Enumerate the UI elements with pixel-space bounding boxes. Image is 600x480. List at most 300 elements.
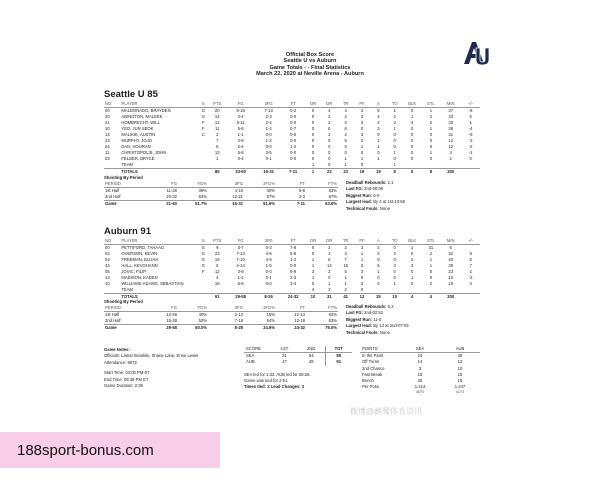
player-cell: 0 bbox=[360, 150, 364, 155]
player-cell: 5 bbox=[377, 263, 380, 268]
player-cell: 0 bbox=[393, 269, 396, 274]
player-cell: 0 bbox=[469, 156, 472, 161]
period-cell: 52% bbox=[198, 318, 207, 323]
lead-info-line: Times tied: 2 Lead Changes: 2 bbox=[244, 384, 305, 390]
player-cell: -2 bbox=[468, 275, 473, 280]
totals-cell: 7-11 bbox=[281, 169, 304, 176]
attendance: Attendance: 9672 bbox=[104, 359, 137, 365]
totals-cell: 29-58 bbox=[225, 294, 255, 301]
points-cell: 24 bbox=[417, 353, 423, 359]
player-cell: MURPHY, JOJO bbox=[121, 138, 152, 143]
points-row bbox=[360, 366, 480, 372]
player-cell: 1 bbox=[344, 162, 347, 167]
player-cell: 3 bbox=[360, 245, 364, 250]
player-cell: 2 bbox=[328, 120, 331, 125]
player-cell: 5 bbox=[216, 144, 219, 149]
period-cell: 92% bbox=[328, 312, 337, 317]
away-period-table bbox=[104, 181, 338, 207]
player-cell: 13 bbox=[105, 275, 110, 280]
game-cell: 63.6% bbox=[306, 201, 338, 208]
player-cell: 3-5 bbox=[265, 150, 272, 155]
player-cell: 1-2 bbox=[290, 144, 297, 149]
column-header: MIN bbox=[440, 101, 461, 108]
score-row bbox=[244, 353, 352, 360]
game-cell: 75.0% bbox=[306, 325, 338, 332]
player-cell: 0 bbox=[311, 251, 315, 256]
player-cell: 4 bbox=[377, 114, 380, 119]
game-notes-label: Game Notes: bbox=[104, 347, 130, 352]
home-period-title: Shooting By Period bbox=[104, 299, 143, 304]
player-cell: 6-8 bbox=[237, 281, 244, 286]
player-cell: 2 bbox=[469, 269, 472, 274]
period-cell: 20-32 bbox=[166, 194, 177, 199]
player-cell: 4 bbox=[469, 281, 472, 286]
note-value: 5,3 bbox=[386, 304, 394, 309]
player-cell: TEAM bbox=[121, 287, 133, 292]
player-cell: 21 bbox=[105, 120, 110, 125]
points-cell: Per Poss bbox=[362, 384, 379, 390]
totals-cell: 200 bbox=[440, 169, 461, 176]
note-value: None bbox=[378, 205, 390, 211]
points-cell: 2nd Chance bbox=[362, 365, 385, 371]
player-cell: 04 bbox=[105, 257, 110, 262]
player-cell: 2 bbox=[328, 132, 331, 137]
points-cell: 3 bbox=[418, 365, 422, 371]
column-header: STL bbox=[422, 101, 441, 108]
player-cell: 6 bbox=[328, 126, 331, 131]
player-cell: 4 bbox=[216, 275, 219, 280]
away-period-title: Shooting By Period bbox=[104, 175, 143, 180]
column-header: FG bbox=[225, 101, 255, 108]
officials: Officials: Lamar Branklin, Shane Lane, Ernie Lewis bbox=[104, 353, 199, 359]
player-cell: 1 bbox=[311, 275, 315, 280]
player-cell: 0 bbox=[411, 144, 414, 149]
matchup: Seattle U vs Auburn bbox=[283, 58, 337, 65]
totals-cell: 10 bbox=[305, 294, 321, 301]
column-header: PLAYER bbox=[120, 101, 197, 108]
note-label: Biggest Run: bbox=[346, 192, 373, 198]
note-label: Deadball Rebounds: bbox=[346, 180, 387, 185]
player-cell: WILLIAMS-ADAMS, SEBASTIAN bbox=[121, 281, 184, 286]
player-cell: 4 bbox=[311, 287, 315, 292]
player-cell: 0-7 bbox=[290, 126, 297, 131]
home-box-score-table bbox=[104, 238, 480, 300]
player-cell: 40 bbox=[448, 257, 454, 262]
player-cell: 5-8 bbox=[237, 126, 244, 131]
totals-cell: 200 bbox=[440, 294, 461, 301]
player-cell: 1 bbox=[311, 257, 315, 262]
player-cell: 1 bbox=[429, 150, 433, 155]
player-cell: 0-0 bbox=[290, 120, 297, 125]
player-cell: 0 bbox=[311, 108, 315, 113]
column-header: S bbox=[197, 101, 209, 108]
player-cell: 3-4 bbox=[290, 281, 297, 286]
player-cell: 6 bbox=[344, 126, 347, 131]
banner-text[interactable]: 188sport-bonus.com bbox=[17, 442, 154, 459]
player-cell: 0-4 bbox=[237, 156, 244, 161]
player-cell: 2 bbox=[377, 245, 380, 250]
column-header: STL bbox=[422, 238, 441, 245]
column-header: PTS bbox=[209, 238, 225, 245]
player-cell: 3 bbox=[377, 126, 380, 131]
period-cell: 15-28 bbox=[166, 318, 177, 323]
player-cell: 19 bbox=[214, 257, 220, 262]
lead-info-line: Game was tied for 2:51. bbox=[244, 378, 289, 384]
note-line bbox=[346, 206, 405, 212]
player-cell: 0-0 bbox=[290, 132, 297, 137]
player-cell: 3 bbox=[360, 269, 364, 274]
period-cell: 14-28 bbox=[166, 312, 177, 317]
player-cell: 4 bbox=[449, 150, 452, 155]
score-cell: 85 bbox=[325, 353, 352, 360]
period-cell: 57% bbox=[266, 194, 275, 199]
player-cell: YEO, JUN SEOK bbox=[121, 126, 154, 131]
player-cell: 2 bbox=[328, 245, 331, 250]
totals-cell bbox=[461, 294, 480, 301]
player-cell: 1 bbox=[360, 257, 364, 262]
column-header: NO bbox=[104, 238, 120, 245]
player-cell: 2 bbox=[429, 120, 433, 125]
column-header: BLK bbox=[403, 238, 422, 245]
period-cell: 1st Half bbox=[105, 312, 120, 317]
player-cell: 1-1 bbox=[237, 132, 244, 137]
player-cell: 3 bbox=[360, 281, 364, 286]
auburn-logo-icon bbox=[462, 40, 492, 71]
player-cell: 0 bbox=[311, 120, 315, 125]
game-cell: Game bbox=[104, 201, 142, 208]
player-cell: 37 bbox=[448, 108, 454, 113]
player-cell: CHRISTOPOLIS, JOHN bbox=[121, 150, 167, 155]
column-header: TR bbox=[338, 238, 354, 245]
date-line: March 22, 2020 at Neville Arena - Auburn bbox=[256, 71, 364, 78]
player-cell: 7-13 bbox=[264, 108, 273, 113]
totals-cell: 16-31 bbox=[256, 169, 282, 176]
player-cell: 0 bbox=[311, 281, 315, 286]
player-cell: 0 bbox=[360, 162, 364, 167]
player-cell: 4-6 bbox=[265, 251, 272, 256]
player-cell: 2 bbox=[344, 114, 347, 119]
note-value: 6-0 bbox=[372, 192, 380, 198]
period-column-header: FG% bbox=[178, 305, 208, 312]
totals-cell: TOTALS bbox=[120, 169, 197, 176]
points-cell: Off Turns bbox=[362, 359, 380, 365]
game-row bbox=[104, 325, 338, 332]
player-cell: 5 bbox=[328, 138, 331, 143]
player-cell: 14 bbox=[105, 132, 110, 137]
player-cell: 2 bbox=[360, 138, 364, 143]
player-cell: 03 bbox=[105, 156, 110, 161]
note-value: 11-0 bbox=[372, 316, 382, 322]
player-cell: 2 bbox=[449, 156, 452, 161]
period-column-header: FG bbox=[142, 305, 178, 312]
points-breakdown-table bbox=[360, 346, 480, 394]
player-cell: 0 bbox=[311, 126, 315, 131]
column-header: DR bbox=[321, 101, 337, 108]
player-cell: 5-8 bbox=[237, 150, 244, 155]
player-cell: 12 bbox=[448, 275, 454, 280]
period-cell: 40% bbox=[198, 312, 207, 317]
totals-cell: 41 bbox=[338, 294, 354, 301]
player-cell: C bbox=[201, 132, 205, 137]
player-cell: 0 bbox=[393, 132, 396, 137]
player-cell: 1 bbox=[377, 138, 380, 143]
points-sub-row bbox=[360, 390, 480, 394]
player-cell: 2 bbox=[328, 269, 331, 274]
player-cell: 05 bbox=[105, 269, 110, 274]
points-sub-cell: 41/73 bbox=[455, 390, 465, 395]
points-cell: 15 bbox=[457, 371, 463, 377]
player-cell: 2 bbox=[429, 281, 433, 286]
player-cell: 5 bbox=[344, 269, 347, 274]
player-cell: 1 bbox=[344, 275, 347, 280]
totals-cell: 23 bbox=[338, 169, 354, 176]
player-cell: 1 bbox=[393, 162, 396, 167]
player-cell: 20 bbox=[214, 108, 220, 113]
player-cell: 1 bbox=[429, 263, 433, 268]
player-cell: 1 bbox=[360, 251, 364, 256]
points-cell: 14 bbox=[417, 359, 423, 365]
column-header: MIN bbox=[440, 238, 461, 245]
points-column-header: POINTS bbox=[360, 346, 400, 353]
player-cell: 1 bbox=[429, 257, 433, 262]
player-cell: 04 bbox=[105, 144, 110, 149]
player-cell: 5-6 bbox=[290, 251, 297, 256]
player-cell: 4-5 bbox=[265, 257, 272, 262]
score-column-header: 1ST bbox=[271, 346, 298, 353]
player-cell: 11 bbox=[215, 126, 220, 131]
player-cell: 5 bbox=[344, 138, 347, 143]
period-column-header: FT% bbox=[306, 181, 338, 188]
totals-cell: 10 bbox=[387, 294, 403, 301]
period-cell: 40% bbox=[266, 188, 275, 193]
player-cell: 36 bbox=[448, 126, 454, 131]
game-cell: 16-31 bbox=[208, 201, 244, 208]
player-cell: 1 bbox=[311, 263, 315, 268]
totals-cell: 22 bbox=[321, 169, 337, 176]
player-cell: 2 bbox=[393, 114, 396, 119]
player-cell: 0 bbox=[311, 144, 315, 149]
player-cell: 1 bbox=[311, 162, 315, 167]
player-cell: 2-3 bbox=[265, 114, 272, 119]
period-cell: 7-18 bbox=[234, 318, 243, 323]
player-cell: FELDER, BRYCE bbox=[121, 156, 155, 161]
totals-cell: 5 bbox=[403, 169, 422, 176]
player-cell: 0 bbox=[411, 150, 414, 155]
period-column-header: FT% bbox=[306, 305, 338, 312]
home-period-table bbox=[104, 305, 338, 331]
points-cell: Fast Break bbox=[362, 371, 383, 377]
score-by-half-table bbox=[244, 346, 352, 366]
column-header: NO bbox=[104, 101, 120, 108]
away-box-score-table bbox=[104, 101, 480, 175]
totals-cell: 4 bbox=[422, 294, 441, 301]
player-cell: 2 bbox=[344, 287, 347, 292]
player-cell: 2-4 bbox=[237, 144, 244, 149]
player-cell: 32 bbox=[448, 251, 454, 256]
watermark-text: 微博@鹬鹭体育资讯 bbox=[350, 407, 423, 416]
totals-cell: 8-26 bbox=[256, 294, 282, 301]
player-cell: 0 bbox=[393, 275, 396, 280]
player-cell: 1 bbox=[469, 120, 472, 125]
column-header: FT bbox=[281, 101, 304, 108]
score-cell: AUB bbox=[246, 359, 255, 365]
player-cell: 5 bbox=[469, 114, 472, 119]
column-header: A bbox=[370, 101, 386, 108]
player-cell: 1 bbox=[411, 275, 414, 280]
game-cell: 29-58 bbox=[142, 325, 178, 332]
score-cell: 31 bbox=[282, 353, 287, 359]
player-cell: F bbox=[201, 269, 205, 274]
player-cell: JOVIC, FILIP bbox=[121, 269, 147, 274]
player-cell: 0-0 bbox=[265, 132, 272, 137]
player-cell: 1 bbox=[377, 144, 380, 149]
period-cell: 2-13 bbox=[234, 312, 243, 317]
player-cell: 31 bbox=[448, 132, 454, 137]
points-column-header: SEA bbox=[400, 346, 440, 353]
player-cell: 33 bbox=[448, 114, 454, 119]
note-label: Biggest Run: bbox=[346, 316, 373, 322]
player-cell: 14 bbox=[214, 114, 220, 119]
column-header: 3FG bbox=[256, 101, 282, 108]
player-cell: 14 bbox=[326, 263, 332, 268]
lead-info-line: SEA led for 1:33. AUB led for 38:26. bbox=[244, 372, 311, 377]
column-header: PTS bbox=[209, 101, 225, 108]
totals-cell: 1 bbox=[305, 169, 321, 176]
player-cell: 1 bbox=[344, 281, 347, 286]
points-sub-cell: 35/70 bbox=[415, 390, 425, 395]
player-cell: 6 bbox=[469, 257, 472, 262]
column-header: +/- bbox=[461, 101, 480, 108]
player-cell: -1 bbox=[468, 150, 473, 155]
player-cell: 1-2 bbox=[290, 257, 297, 262]
player-cell: 0-0 bbox=[290, 156, 297, 161]
player-cell: 0 bbox=[377, 257, 380, 262]
period-cell: 67% bbox=[328, 194, 337, 199]
home-team-title: Auburn 91 bbox=[104, 226, 151, 237]
player-cell: MALIKIE, AUSTIN bbox=[121, 132, 156, 137]
player-cell: 9-18 bbox=[236, 108, 245, 113]
column-header: +/- bbox=[461, 238, 480, 245]
player-cell: 0 bbox=[411, 138, 414, 143]
player-cell: 4 bbox=[360, 120, 364, 125]
home-shooting-by-period bbox=[104, 299, 338, 331]
player-cell: 1 bbox=[216, 156, 219, 161]
period-cell: 11-28 bbox=[166, 188, 177, 193]
player-cell: 2 bbox=[411, 257, 414, 262]
note-label: Last FG: bbox=[346, 186, 363, 192]
player-cell: 2 bbox=[360, 108, 364, 113]
player-cell: 19 bbox=[448, 281, 454, 286]
player-cell: 2 bbox=[429, 251, 433, 256]
score-column-header: TOT bbox=[325, 346, 352, 353]
period-column-header: 3FG% bbox=[244, 305, 276, 312]
report-subtitle: Game Totals - - Final Statistics bbox=[269, 64, 351, 71]
player-cell: 0-0 bbox=[290, 150, 297, 155]
player-cell: 0 bbox=[344, 150, 347, 155]
player-cell: 1-4 bbox=[265, 126, 272, 131]
player-cell: 0 bbox=[429, 275, 433, 280]
player-cell: 3 bbox=[328, 251, 331, 256]
player-cell: 33 bbox=[448, 120, 454, 125]
promo-banner[interactable] bbox=[0, 432, 220, 468]
points-header-row bbox=[360, 346, 480, 353]
player-cell: 0 bbox=[328, 275, 331, 280]
score-cell: 91 bbox=[325, 359, 352, 365]
period-cell: 2nd Half bbox=[105, 318, 121, 323]
column-header: DR bbox=[321, 238, 337, 245]
player-cell: 6 bbox=[449, 245, 452, 250]
player-cell: 6-9 bbox=[290, 269, 297, 274]
player-cell: 0 bbox=[328, 150, 331, 155]
player-cell: 0 bbox=[360, 275, 364, 280]
points-cell: 19 bbox=[457, 378, 463, 384]
player-cell: 0-1 bbox=[265, 156, 272, 161]
column-header: BLK bbox=[403, 101, 422, 108]
points-cell: 1.247 bbox=[454, 384, 466, 390]
player-cell: -9 bbox=[468, 132, 473, 137]
player-cell: 10 bbox=[105, 126, 110, 131]
player-cell: G bbox=[201, 263, 205, 268]
period-column-header: FT bbox=[276, 305, 306, 312]
points-column-header: AUB bbox=[440, 346, 480, 353]
player-cell: 0 bbox=[411, 269, 414, 274]
period-column-header: 3FG bbox=[208, 305, 244, 312]
period-column-header: PERIOD bbox=[104, 181, 142, 188]
player-cell: 2-3 bbox=[290, 275, 297, 280]
player-cell: 0 bbox=[328, 144, 331, 149]
points-cell: 38 bbox=[457, 353, 463, 359]
totals-cell: 16 bbox=[354, 169, 370, 176]
period-cell: 2-3 bbox=[298, 194, 305, 199]
player-cell: 3 bbox=[377, 281, 380, 286]
note-label: Largest lead: bbox=[346, 323, 373, 329]
player-cell: 23 bbox=[105, 138, 110, 143]
note-value: By 2 at 1st-13:58 bbox=[372, 199, 405, 205]
away-team-title: Seattle U 85 bbox=[104, 89, 158, 100]
period-cell: 4-10 bbox=[234, 188, 243, 193]
player-cell: 3 bbox=[360, 132, 364, 137]
points-cell: 12 bbox=[457, 359, 463, 365]
player-cell: G bbox=[201, 114, 205, 119]
player-cell: 44 bbox=[105, 263, 110, 268]
player-cell: 1 bbox=[328, 281, 331, 286]
player-cell: 31 bbox=[428, 245, 434, 250]
player-cell: 4 bbox=[344, 108, 347, 113]
lead-info bbox=[244, 372, 364, 391]
note-label: Largest lead: bbox=[346, 199, 373, 205]
player-cell: -2 bbox=[468, 144, 473, 149]
player-cell: 0-0 bbox=[290, 263, 297, 268]
player-cell: 1 bbox=[411, 114, 414, 119]
period-cell: 2nd Half bbox=[105, 194, 121, 199]
score-column-header: 2ND bbox=[298, 346, 325, 353]
player-cell: 20 bbox=[105, 114, 110, 119]
player-cell: 0-3 bbox=[265, 245, 272, 250]
player-cell: 0 bbox=[328, 156, 331, 161]
player-cell: 3-4 bbox=[237, 114, 244, 119]
period-cell: 1st Half bbox=[105, 188, 120, 193]
player-cell: HALL, KEVOHANN bbox=[121, 263, 158, 268]
period-cell: 63% bbox=[198, 194, 207, 199]
home-team-notes bbox=[346, 304, 409, 336]
player-cell: 1 bbox=[393, 126, 396, 131]
player-cell: 1 bbox=[429, 126, 433, 131]
player-cell: 9 bbox=[469, 251, 472, 256]
player-cell: 15 bbox=[214, 281, 220, 286]
period-column-header: FG% bbox=[178, 181, 208, 188]
player-cell: 4 bbox=[328, 108, 331, 113]
player-cell: 9 bbox=[216, 245, 219, 250]
